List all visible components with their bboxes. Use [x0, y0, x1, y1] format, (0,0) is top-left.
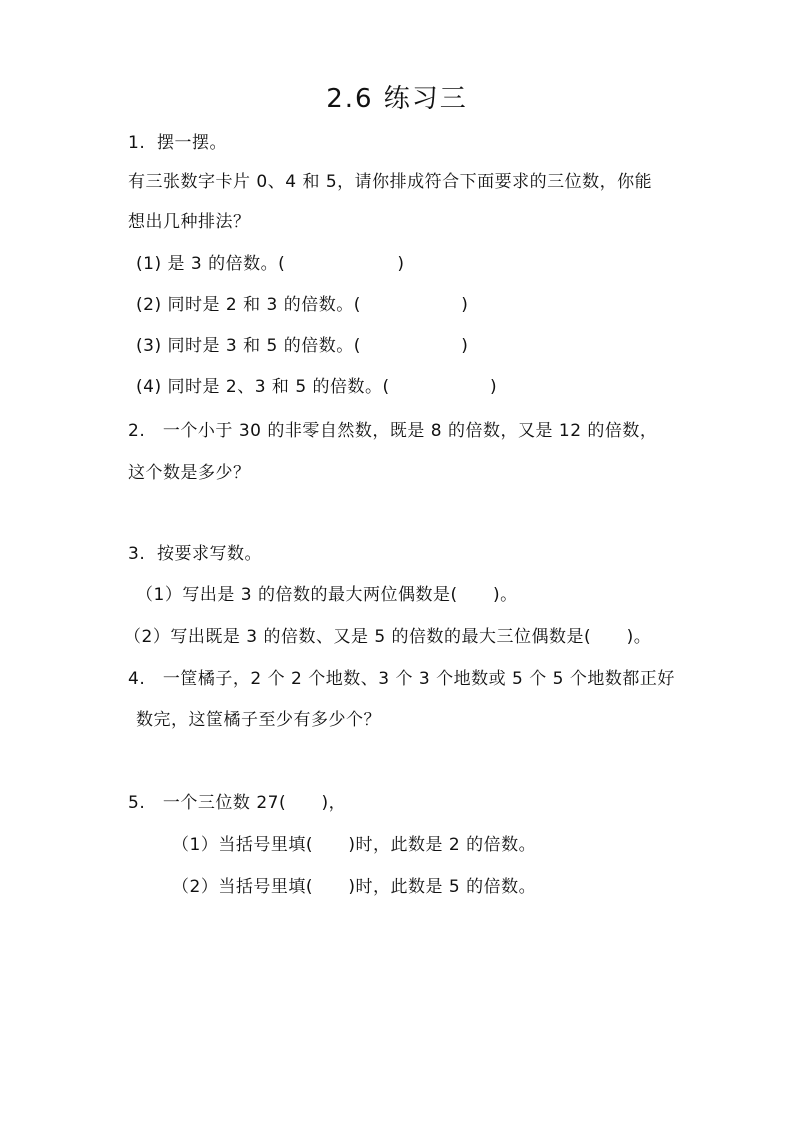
q2-line2: 这个数是多少？	[128, 463, 251, 483]
q5-heading: 5. 一个三位数 27( )，	[128, 793, 347, 813]
page-title: 2.6 练习三	[326, 84, 468, 114]
q1-stem-line1: 有三张数字卡片 0、4 和 5，请你排成符合下面要求的三位数，你能	[128, 172, 653, 192]
q1-part-1: (1) 是 3 的倍数。( )	[136, 254, 405, 274]
q5-part-2: （2）当括号里填( )时，此数是 5 的倍数。	[172, 877, 537, 897]
q1-stem-line2: 想出几种排法？	[128, 212, 251, 232]
q3-heading: 3. 按要求写数。	[128, 544, 263, 564]
q3-part-1: （1）写出是 3 的倍数的最大两位偶数是( )。	[136, 585, 518, 605]
q1-part-2: (2) 同时是 2 和 3 的倍数。( )	[136, 295, 469, 315]
q4-line2: 数完，这筐橘子至少有多少个？	[136, 710, 381, 730]
q3-part-2: （2）写出既是 3 的倍数、又是 5 的倍数的最大三位偶数是( )。	[124, 627, 652, 647]
q1-part-3: (3) 同时是 3 和 5 的倍数。( )	[136, 336, 469, 356]
q5-part-1: （1）当括号里填( )时，此数是 2 的倍数。	[172, 835, 537, 855]
q4-line1: 4. 一筐橘子，2 个 2 个地数、3 个 3 个地数或 5 个 5 个地数都正好	[128, 669, 675, 689]
q2-line1: 2. 一个小于 30 的非零自然数，既是 8 的倍数，又是 12 的倍数，	[128, 421, 658, 441]
q1-heading: 1. 摆一摆。	[128, 133, 228, 153]
q1-part-4: (4) 同时是 2、3 和 5 的倍数。( )	[136, 377, 498, 397]
